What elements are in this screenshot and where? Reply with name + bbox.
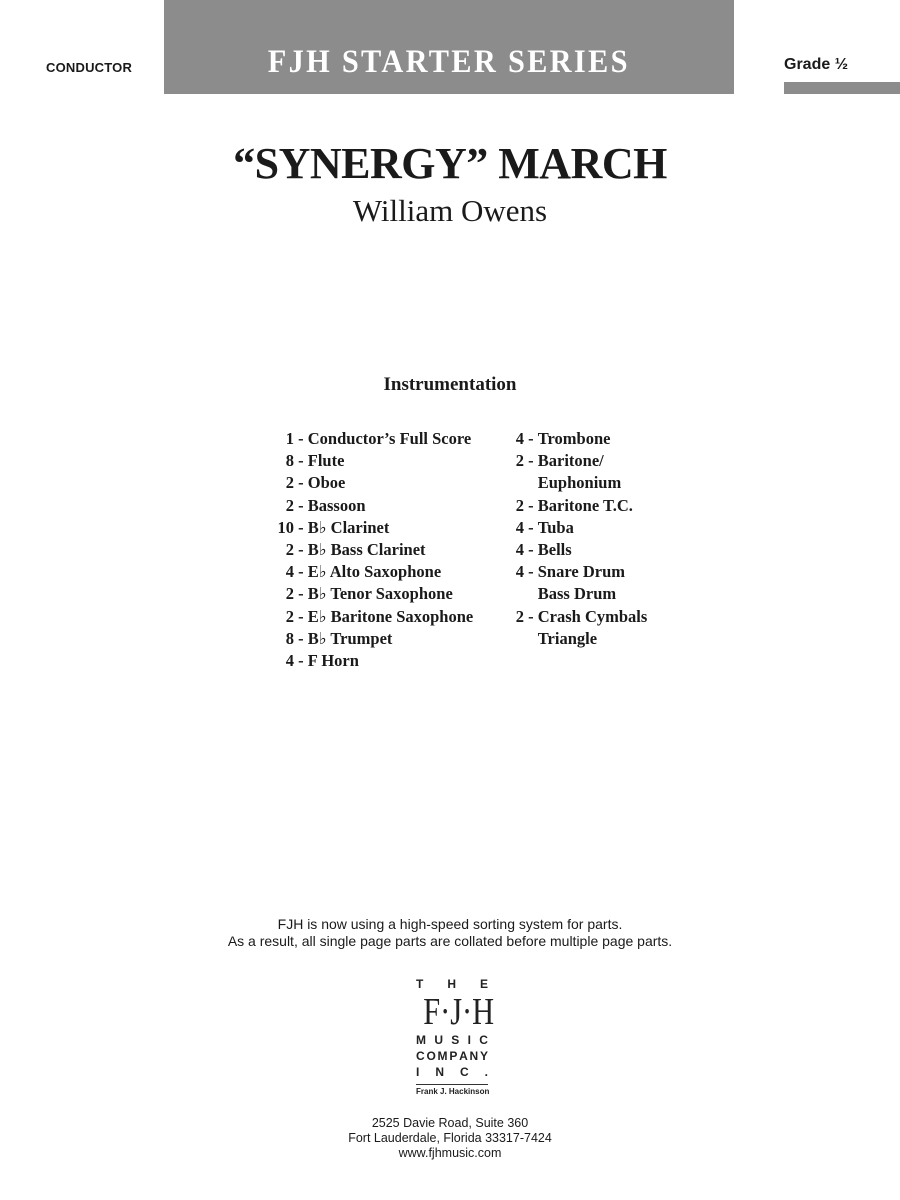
instrument-quantity: 4 [515,517,524,537]
sorting-note-line-2: As a result, all single page parts are collated before multiple page parts. [227,933,673,949]
instrument-name [538,428,611,450]
instrument-row [514,517,647,539]
instrument-row [262,583,473,605]
instrument-row [514,561,647,605]
quantity-separator: - [294,473,308,493]
logo-fjh: F·J·H [423,991,495,1033]
address-line-1: 2525 Davie Road, Suite 360 [371,1116,529,1130]
logo-letter: C [416,1049,425,1063]
quantity-separator: - [524,562,538,582]
logo-letter: N [469,1049,479,1063]
logo-founder: Frank J. Hackinson [416,1084,488,1096]
sorting-note [0,916,900,950]
quantity-separator: - [294,651,308,671]
quantity-separator: - [524,451,538,471]
logo-line-the [416,976,488,992]
instrument-row [262,606,473,628]
logo-letter: A [459,1049,468,1063]
instrument-row [514,539,647,561]
instrument-name-line-2: Euphonium [537,473,622,493]
logo-letter: M [416,1033,426,1047]
logo-line-company [416,1048,488,1064]
instrument-quantity: 2 [285,606,294,626]
instrument-name-line: Snare Drum [537,562,625,582]
instrumentation-left-column [262,428,473,672]
logo-letter: . [484,1065,488,1079]
quantity-separator: - [524,606,538,626]
instrument-name [538,561,625,605]
instrument-row [262,495,473,517]
instrument-row [514,495,647,517]
series-banner [164,0,734,94]
instrument-row [514,606,647,650]
instrument-name [308,495,366,517]
instrument-name [308,450,345,472]
instrument-quantity: 2 [285,584,294,604]
instrument-quantity: 4 [515,540,524,560]
logo-letter: H [447,977,456,991]
instrument-quantity: 2 [515,495,524,515]
instrument-quantity: 4 [515,429,524,448]
instrument-name [538,495,633,517]
instrument-quantity: 4 [285,651,294,671]
instrument-name [308,472,346,494]
instrument-name [308,561,441,583]
instrument-name [538,539,572,561]
instrument-name [308,539,426,561]
piece-title: “SYNERGY” MARCH [233,139,667,188]
instrument-name-line: Crash Cymbals [537,606,648,626]
instrument-row [262,428,473,450]
instrument-row [262,628,473,650]
instrument-name-line-2: Triangle [537,628,598,648]
quantity-separator: - [294,517,308,537]
instrument-quantity: 2 [515,451,524,471]
quantity-separator: - [294,451,308,471]
instrument-quantity: 4 [285,562,294,582]
logo-letter: I [467,1033,471,1047]
website-link[interactable]: www.fjhmusic.com [398,1146,502,1160]
instrument-quantity: 10 [277,517,294,537]
grade-bar [784,82,900,94]
logo-letter: I [416,1065,420,1079]
instrument-quantity: 2 [285,473,294,493]
logo-letter: C [479,1033,488,1047]
instrument-row [262,561,473,583]
instrument-quantity: 2 [285,540,294,560]
instrument-name-line: Baritone T.C. [537,495,633,515]
logo-letter: T [416,977,424,991]
instrument-name [308,583,453,605]
instrument-name-line: B♭ Bass Clarinet [307,540,426,560]
sorting-note-line-1: FJH is now using a high-speed sorting system for parts. [277,916,623,932]
logo-letter: P [449,1049,458,1063]
address-line-2: Fort Lauderdale, Florida 33317-7424 [348,1131,552,1145]
instrument-name-line: Flute [307,451,345,471]
instrument-name [308,628,393,650]
instrument-name [308,517,390,539]
instrument-quantity: 2 [285,495,294,515]
quantity-separator: - [524,495,538,515]
quantity-separator: - [524,540,538,560]
instrument-name-line: E♭ Alto Saxophone [307,562,442,582]
instrument-name [538,450,621,494]
logo-letter: O [426,1049,436,1063]
instrument-row [262,650,473,672]
instrument-row [262,472,473,494]
instrument-name-line: Baritone/ [537,451,604,471]
logo-letter: S [451,1033,460,1047]
instrument-name [308,650,359,672]
instrument-name-line: Tuba [537,517,574,537]
instrument-row [262,539,473,561]
fjh-logo [416,976,495,1096]
composer-name: William Owens [352,193,548,228]
conductor-label: CONDUCTOR [46,60,133,75]
publisher-address [0,1116,900,1161]
quantity-separator: - [294,628,308,648]
instrument-quantity: 1 [285,429,294,448]
logo-letter: U [434,1033,443,1047]
instrument-quantity: 8 [285,451,294,471]
quantity-separator: - [524,517,538,537]
instrument-name-line-2: Bass Drum [537,584,617,604]
instrument-name-line: Bassoon [307,495,366,515]
instrument-name-line: B♭ Clarinet [307,517,390,537]
series-title: FJH STARTER SERIES [267,43,631,80]
instrument-name-line: B♭ Tenor Saxophone [307,584,453,604]
instrument-quantity: 4 [515,562,524,582]
instrumentation-heading: Instrumentation [383,374,517,395]
logo-letter: C [459,1065,469,1079]
instrument-name-line: B♭ Trumpet [307,628,393,648]
instrument-quantity: 2 [515,606,524,626]
instrumentation-right-column [514,428,647,650]
instrument-name [538,517,574,539]
quantity-separator: - [294,540,308,560]
instrument-name-line: Trombone [537,429,611,448]
instrument-quantity: 8 [285,628,294,648]
quantity-separator: - [294,562,308,582]
logo-letter: N [435,1065,444,1079]
quantity-separator: - [294,429,308,448]
logo-letter: Y [479,1049,488,1063]
quantity-separator: - [294,584,308,604]
instrument-name-line: E♭ Baritone Saxophone [307,606,474,626]
instrument-name [538,606,648,650]
instrument-row [262,450,473,472]
instrument-name-line: Bells [537,540,572,560]
instrument-name [308,606,473,628]
logo-letter: M [437,1049,448,1063]
quantity-separator: - [294,606,308,626]
quantity-separator: - [294,495,308,515]
logo-line-music [416,1032,488,1048]
instrument-row [262,517,473,539]
instrument-name-line: Oboe [307,473,346,493]
grade-label: Grade ½ [784,56,849,73]
instrument-name-line: Conductor’s Full Score [307,429,472,448]
logo-letter: E [479,977,488,991]
instrument-row [514,450,647,494]
instrument-row [514,428,647,450]
instrument-name-line: F Horn [307,651,359,671]
instrument-name [308,428,471,450]
quantity-separator: - [524,429,538,448]
logo-line-inc [416,1064,488,1080]
